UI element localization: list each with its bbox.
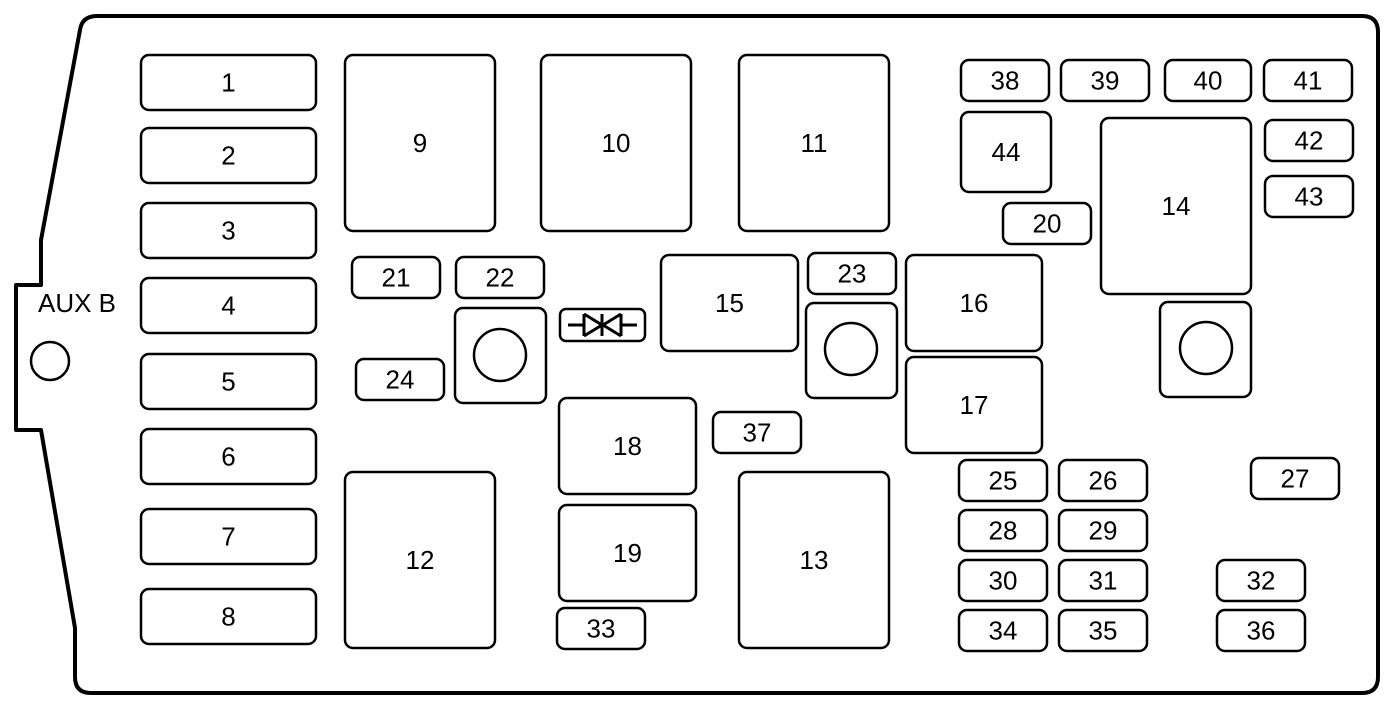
fuse-slot-19 xyxy=(559,505,696,601)
fuse-slot-37-label: 37 xyxy=(742,417,772,448)
fuse-slot-11 xyxy=(739,55,889,231)
fuse-slot-20 xyxy=(1003,203,1091,244)
fuse-slot-34-label: 34 xyxy=(988,615,1018,646)
fuse-slot-2 xyxy=(141,128,316,183)
fuse-slot-28-label: 28 xyxy=(988,515,1018,546)
fuse-slot-30-label: 30 xyxy=(988,565,1018,596)
fuse-slot-17 xyxy=(906,357,1042,453)
fuse-slot-37 xyxy=(713,412,801,453)
fuse-slot-7-label: 7 xyxy=(221,521,236,552)
fuse-slot-30 xyxy=(959,560,1047,601)
fuse-slot-27-label: 27 xyxy=(1280,463,1310,494)
fuse-slot-15-label: 15 xyxy=(715,288,744,318)
fuse-slot-10-label: 10 xyxy=(601,128,631,158)
fuse-slot-6-label: 6 xyxy=(221,441,236,472)
fuse-slot-31-label: 31 xyxy=(1088,565,1118,596)
fuse-slot-34 xyxy=(959,610,1047,651)
fuse-slot-15 xyxy=(661,255,798,351)
fuse-slot-12 xyxy=(345,472,495,648)
fuse-slot-7 xyxy=(141,509,316,564)
fuse-slot-24 xyxy=(356,359,444,400)
fuse-slot-44-label: 44 xyxy=(991,137,1021,167)
fuse-slot-43-label: 43 xyxy=(1294,181,1324,212)
mounting-hole-left xyxy=(474,329,526,381)
fuse-slot-42-label: 42 xyxy=(1294,125,1324,156)
aux-b-mounting-hole xyxy=(31,342,69,380)
fuse-slot-36 xyxy=(1217,610,1305,651)
fuse-slot-18-label: 18 xyxy=(613,431,642,461)
fuse-slot-10 xyxy=(541,55,691,231)
fuse-slot-5-label: 5 xyxy=(221,366,236,397)
fuse-slot-1 xyxy=(141,55,316,110)
fuse-slot-38-label: 38 xyxy=(990,65,1020,96)
fuse-slot-3 xyxy=(141,203,316,258)
fuse-slot-13 xyxy=(739,472,889,648)
fuse-slot-11-label: 11 xyxy=(800,128,828,158)
fuse-slot-12-label: 12 xyxy=(405,545,435,575)
fuse-slot-26 xyxy=(1059,460,1147,501)
fuse-slot-8 xyxy=(141,589,316,644)
fuse-slot-44 xyxy=(961,112,1051,192)
fuse-slot-25-label: 25 xyxy=(988,465,1018,496)
fuse-slot-1-label: 1 xyxy=(221,67,236,98)
fuse-slot-23-label: 23 xyxy=(837,258,867,289)
fuse-slot-21 xyxy=(352,257,440,298)
fuse-slot-14-label: 14 xyxy=(1161,191,1191,221)
fuse-slot-16 xyxy=(906,255,1042,351)
fuse-slot-39-label: 39 xyxy=(1090,65,1120,96)
fuse-slot-35 xyxy=(1059,610,1147,651)
fuse-slot-31 xyxy=(1059,560,1147,601)
fuse-slot-5 xyxy=(141,354,316,409)
aux-b-label: AUX B xyxy=(37,288,117,318)
fuse-slot-13-label: 13 xyxy=(799,545,829,575)
fuse-slot-22 xyxy=(456,257,544,298)
fuse-slot-4-label: 4 xyxy=(221,290,236,321)
fuse-slot-9 xyxy=(345,55,495,231)
fuse-slot-24-label: 24 xyxy=(385,364,415,395)
fuse-slot-18 xyxy=(559,398,696,494)
fuse-slot-16-label: 16 xyxy=(959,288,989,318)
fuse-slot-9-label: 9 xyxy=(412,128,428,158)
fuse-slot-20-label: 20 xyxy=(1032,208,1062,239)
fuse-slot-21-label: 21 xyxy=(381,262,411,293)
fuse-slot-4 xyxy=(141,278,316,333)
fuse-slot-6 xyxy=(141,429,316,484)
diode-icon xyxy=(560,309,645,341)
fuse-slot-41-label: 41 xyxy=(1293,65,1323,96)
fuse-slot-40-label: 40 xyxy=(1193,65,1223,96)
fuse-slot-29-label: 29 xyxy=(1088,515,1118,546)
fuse-slot-23 xyxy=(808,253,896,294)
fuse-slot-22-label: 22 xyxy=(485,262,515,293)
fuse-slot-32-label: 32 xyxy=(1246,565,1276,596)
fuse-slot-17-label: 17 xyxy=(959,390,989,420)
fuse-slot-3-label: 3 xyxy=(221,215,236,246)
fuse-slot-32 xyxy=(1217,560,1305,601)
fuse-slot-35-label: 35 xyxy=(1088,615,1118,646)
mounting-hole-right xyxy=(1180,322,1232,374)
fuse-slot-36-label: 36 xyxy=(1246,615,1276,646)
fuse-slot-2-label: 2 xyxy=(221,140,236,171)
fuse-slot-41 xyxy=(1264,60,1352,101)
fuse-slot-14 xyxy=(1101,118,1251,294)
fuse-slot-40 xyxy=(1165,60,1251,101)
fuse-slot-27 xyxy=(1251,458,1339,499)
fuse-slot-26-label: 26 xyxy=(1088,465,1118,496)
fuse-slot-38 xyxy=(961,60,1049,101)
fuse-slot-8-label: 8 xyxy=(221,601,236,632)
fuse-slot-33-label: 33 xyxy=(586,613,616,644)
fuse-slot-28 xyxy=(959,510,1047,551)
fuse-slot-33 xyxy=(557,608,645,649)
fuse-slot-19-label: 19 xyxy=(613,538,642,568)
fuse-slot-29 xyxy=(1059,510,1147,551)
mounting-hole-center xyxy=(825,323,877,375)
fuse-slot-39 xyxy=(1061,60,1149,101)
fuse-slot-42 xyxy=(1265,120,1353,161)
fuse-slot-25 xyxy=(959,460,1047,501)
fuse-slot-43 xyxy=(1265,176,1353,217)
